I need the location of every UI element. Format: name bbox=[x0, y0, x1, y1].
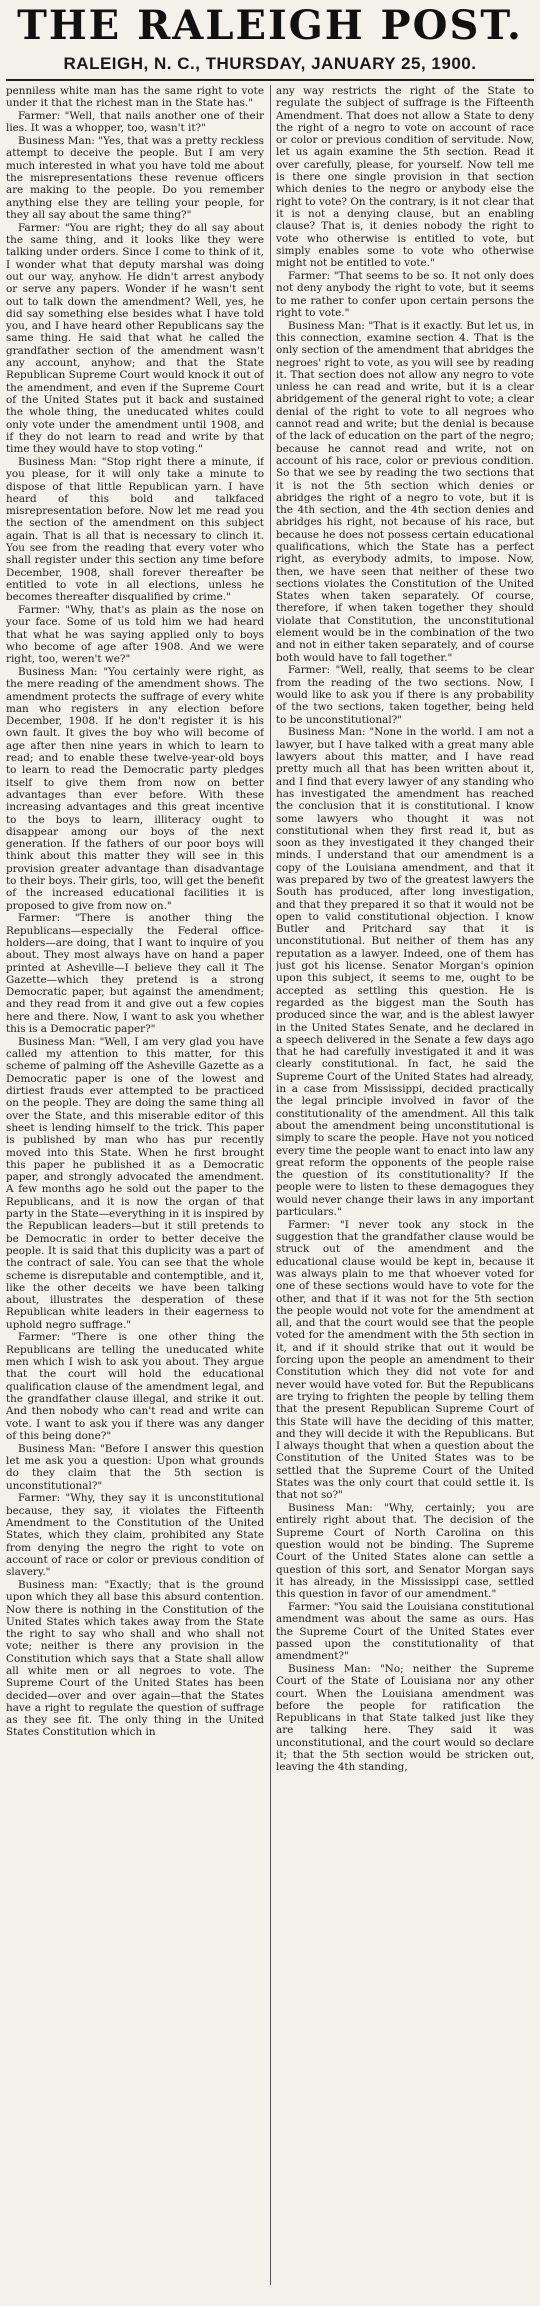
article-paragraph: Business Man: "You certainly were right, as the mere reading of the amendment shows. The amendment protects the suffrage of every white man who registers in any election before December, 1908. If he don't register it is his own fault. It gives the boy who will become of age after then nine years in which to learn to read; and to enable these twelve-year-old boys to learn to read the Democratic party pledges itself to give them from now on better advantages than ever before. With these increasing advantages and this great incentive to the boys to learn, illiteracy ought to disappear among our boys of the next generation. If the fathers of our poor boys will think about this matter they will see in this provision greater advantage than disadvantage to their boys. Their girls, too, will get the benefit of the increased educational facilities it is proposed to give from now on." bbox=[6, 665, 264, 912]
left-column bbox=[6, 85, 264, 2285]
article-paragraph: Farmer: "I never took any stock in the suggestion that the grandfather clause would be struck out of the amendment and the educational clause would be kept in, because it was always plain to me that whoever voted for one of these sections would have to vote for the other, and that if it was not for the 5th section the people would not vote for the amendment at all, and that the court would see that the people voted for the amendment with the 5th section in it, and if it should strike that out it would be forcing upon the people an amendment to their Constitution which they did not vote for and never would have voted for. But the Republicans are trying to frighten the people by telling them that the present Republican Supreme Court of this State will have the deciding of this matter, and they will decide it with the Republicans. But I always thought that when a question about the Constitution of the United States was to be settled that the Supreme Court of the United States was the only court that could settle it. Is that not so?" bbox=[276, 1218, 534, 1502]
article-paragraph: Farmer: "There is one other thing the Republicans are telling the uneducated white men which I wish to ask you about. They argue that the court will hold the educational qualification clause of the amendment legal, and the grandfather clause illegal, and strike it out. And then nobody who can't read and write can vote. I want to ask you if there was any danger of this being done?" bbox=[6, 1331, 264, 1442]
dateline: RALEIGH, N. C., THURSDAY, JANUARY 25, 1900. bbox=[6, 48, 534, 81]
article-body bbox=[6, 85, 534, 2285]
article-paragraph: Business Man: "None in the world. I am not a lawyer, but I have talked with a great many able lawyers about this matter, and I have read pretty much all that has been written about it, and I find that every lawyer of any standing who has investigated the amendment has reached the conclusion that it is constitutional. I know some lawyers who thought it was not constitutional when they first read it, but as soon as they investigated it they changed their minds. I understand that our amendment is a copy of the Louisiana amendment, and that it was prepared by two of the greatest lawyers the South has produced, after long investigation, and that they prepared it so that it would not be open to valid constitutional objection. I know Butler and Pritchard say that it is unconstitutional. But neither of them has any reputation as a lawyer. Indeed, one of them has just got his license. Senator Morgan's opinion upon this subject, it seems to me, ought to be accepted as settling this question. He is regarded as the biggest man the South has produced since the war, and is the ablest lawyer in the United States Senate, and he declared in a speech delivered in the Senate a few days ago that he had carefully investigated it and it was clearly constitutional. In fact, he said the Supreme Court of the United States had already, in a case from Mississippi, decided practically the legal principle involved in favor of the constitutionality of the amendment. All this talk about the amendment being unconstitutional is simply to scare the people. Have not you noticed every time the people want to enact into law any great reform the opponents of the people raise the question of its constitutionality? If the people were to listen to these demagogues they would never change their laws in any important particulars." bbox=[276, 726, 534, 1219]
article-paragraph: Business Man: "Why, certainly; you are entirely right about that. The decision of the Supreme Court of North Carolina on this question would not be binding. The Supreme Court of the United States alone can settle a question of this sort, and Senator Morgan says it has already, in the Mississippi case, settled this question in favor of our amendment." bbox=[276, 1502, 534, 1601]
article-paragraph: Business Man: "That is it exactly. But let us, in this connection, examine section 4. That is the only section of the amendment that abridges the negroes' right to vote, as you will see by reading it. That section does not allow any negro to vote unless he can read and write, but it is a clear abridgement of the general right to vote; a clear denial of the right to vote to all negroes who cannot read and write; but the denial is because of the lack of education on the part of the negro; because he cannot read and write, not on account of his race, color or previous condition. So that we see by reading the two sections that it is not the 5th section which denies or abridges the right of a negro to vote, but it is the 4th section, and the 4th section denies and abridges his right, not because of his race, but because he does not possess certain educational qualifications, which the State has a perfect right, as everybody admits, to impose. Now, then, we have seen that neither of these two sections violates the Constitution of the United States when taken separately. Of course, therefore, if when taken together they should violate that Constitution, the unconstitutional element would be in the combination of the two and not in either taken separately, and of course both would have to fall together." bbox=[276, 319, 534, 664]
article-paragraph: Farmer: "You are right; they do all say about the same thing, and it looks like they were talking under orders. Since I come to think of it, I wonder what that deputy marshal was doing out our way, anyhow. He didn't arrest anybody or serve any papers. Wonder if he wasn't sent out to talk down the amendment? Well, yes, he did say something else besides what I have told you, and I have heard other Republicans say the same thing. He said that what he called the grandfather section of the amendment wasn't any account, anyhow; and that the State Republican Supreme Court would knock it out of the amendment, and even if the Supreme Court of the United States put it back and sustained the whole thing, the uneducated whites could only vote under the amendment until 1908, and if they do not learn to read and write by that time they would have to stop voting." bbox=[6, 221, 264, 456]
masthead bbox=[6, 0, 534, 81]
article-paragraph: Business Man: "Yes, that was a pretty reckless attempt to deceive the people. But I am very much interested in what you have told me about the misrepresentations these revenue officers are making to the people. Do you remember anything else they are telling your people, for they all say about the same thing?" bbox=[6, 135, 264, 221]
newspaper-title: THE RALEIGH POST. bbox=[17, 2, 523, 49]
article-paragraph: Business Man: "Well, I am very glad you have called my attention to this matter, for this scheme of palming off the Asheville Gazette as a Democratic paper is one of the lowest and dirtiest frauds ever attempted to be practiced on the people. They are doing the same thing all over the State, and this miserable editor of this sheet is lending himself to the trick. This paper is published by man who has pur recently moved into this State. When he first brought this paper he published it as a Democratic paper, and strongly advocated the amendment. A few months ago he sold out the paper to the Republicans, and it is now the organ of that party in the State—everything in it is inspired by the Republican leaders—but it still pretends to be Democratic in order to better deceive the people. It is said that this duplicity was a part of the contract of sale. You can see that the whole scheme is disreputable and contemptible, and it, like the other deceits we have been talking about, illustrates the desperation of these Republican white leaders in their eagerness to uphold negro suffrage." bbox=[6, 1035, 264, 1331]
article-paragraph: Farmer: "There is another thing the Republicans—especially the Federal office-holders—are doing, that I want to inquire of you about. They most always have on hand a paper printed at Asheville—I believe they call it The Gazette—which they pretend is a strong Democratic paper, but against the amendment; and they read from it and give out a few copies here and there. Now, I want to ask you whether this is a Democratic paper?" bbox=[6, 912, 264, 1036]
article-paragraph: Farmer: "That seems to be so. It not only does not deny anybody the right to vote, but it seems to me rather to confer upon certain persons the right to vote." bbox=[276, 269, 534, 319]
article-paragraph: Farmer: "Why, that's as plain as the nose on your face. Some of us told him we had heard that what he was saying applied only to boys who become of age after 1908. And we were right, too, weren't we?" bbox=[6, 603, 264, 666]
article-paragraph: Farmer: "Well, that nails another one of their lies. It was a whopper, too, wasn't it?" bbox=[6, 110, 264, 135]
article-paragraph: Farmer: "Well, really, that seems to be clear from the reading of the two sections. Now, I would like to ask you if there is any probability of the two sections, taken together, being held to be unconstitutional?" bbox=[276, 664, 534, 726]
article-paragraph: Farmer: "Why, they say it is unconstitutional because, they say, it violates the Fifteenth Amendment to the Constitution of the United States, which they claim, prohibited any State from denying the negro the right to vote on account of race or color or previous condition of slavery." bbox=[6, 1492, 264, 1579]
article-paragraph: any way restricts the right of the State to regulate the subject of suffrage is the Fifteenth Amendment. That does not allow a State to deny the right of a negro to vote on account of race or color or previous condition of servitude. Now, let us again examine the 5th section. Read it over carefully, please, for yourself. Now tell me is there one single provision in that section which denies to the negro or anybody else the right to vote? On the contrary, is it not clear that it is not a denying clause, but an enabling clause? That is, it denies nobody the right to vote who otherwise is entitled to vote, but simply enables some to vote who otherwise might not be entitled to vote." bbox=[276, 85, 534, 270]
article-paragraph: Business Man: "No; neither the Supreme Court of the State of Louisiana nor any other court. When the Louisiana amendment was before the people for ratification the Republicans in that State talked just like they are talking here. They said it was unconstitutional, and the court would so declare it; that the 5th section would be stricken out, leaving the 4th standing, bbox=[276, 1663, 534, 1774]
article-paragraph: Farmer: "You said the Louisiana constitutional amendment was about the same as ours. Has the Supreme Court of the United States ever passed upon the constitutionality of that amendment?" bbox=[276, 1601, 534, 1663]
right-column bbox=[276, 85, 534, 2285]
article-paragraph: Business man: "Exactly; that is the ground upon which they all base this absurd contention. Now there is nothing in the Constitution of the United States which takes away from the State the right to say who shall and who shall not vote; neither is there any provision in the Constitution which says that a State shall allow all white men or all negroes to vote. The Supreme Court of the United States has been decided—over and over again—that the States have a right to regulate the question of suffrage as they see fit. The only thing in the United States Constitution which in bbox=[6, 1578, 264, 1739]
article-paragraph: penniless white man has the same right to vote under it that the richest man in the State has." bbox=[6, 85, 264, 110]
article-paragraph: Business Man: "Before I answer this question let me ask you a question: Upon what grounds do they claim that the 5th section is unconstitutional?" bbox=[6, 1442, 264, 1492]
article-paragraph: Business Man: "Stop right there a minute, if you please, for it will only take a minute to dispose of that little Republican yarn. I have heard of this bold and talkfaced misrepresentation before. Now let me read you the section of the amendment on this subject again. That is all that is necessary to clinch it. You see from the reading that every voter who shall register under this section any time before December, 1908, shall forever thereafter be entitled to vote in all elections, unless he becomes thereafter disqualified by crime." bbox=[6, 455, 264, 604]
